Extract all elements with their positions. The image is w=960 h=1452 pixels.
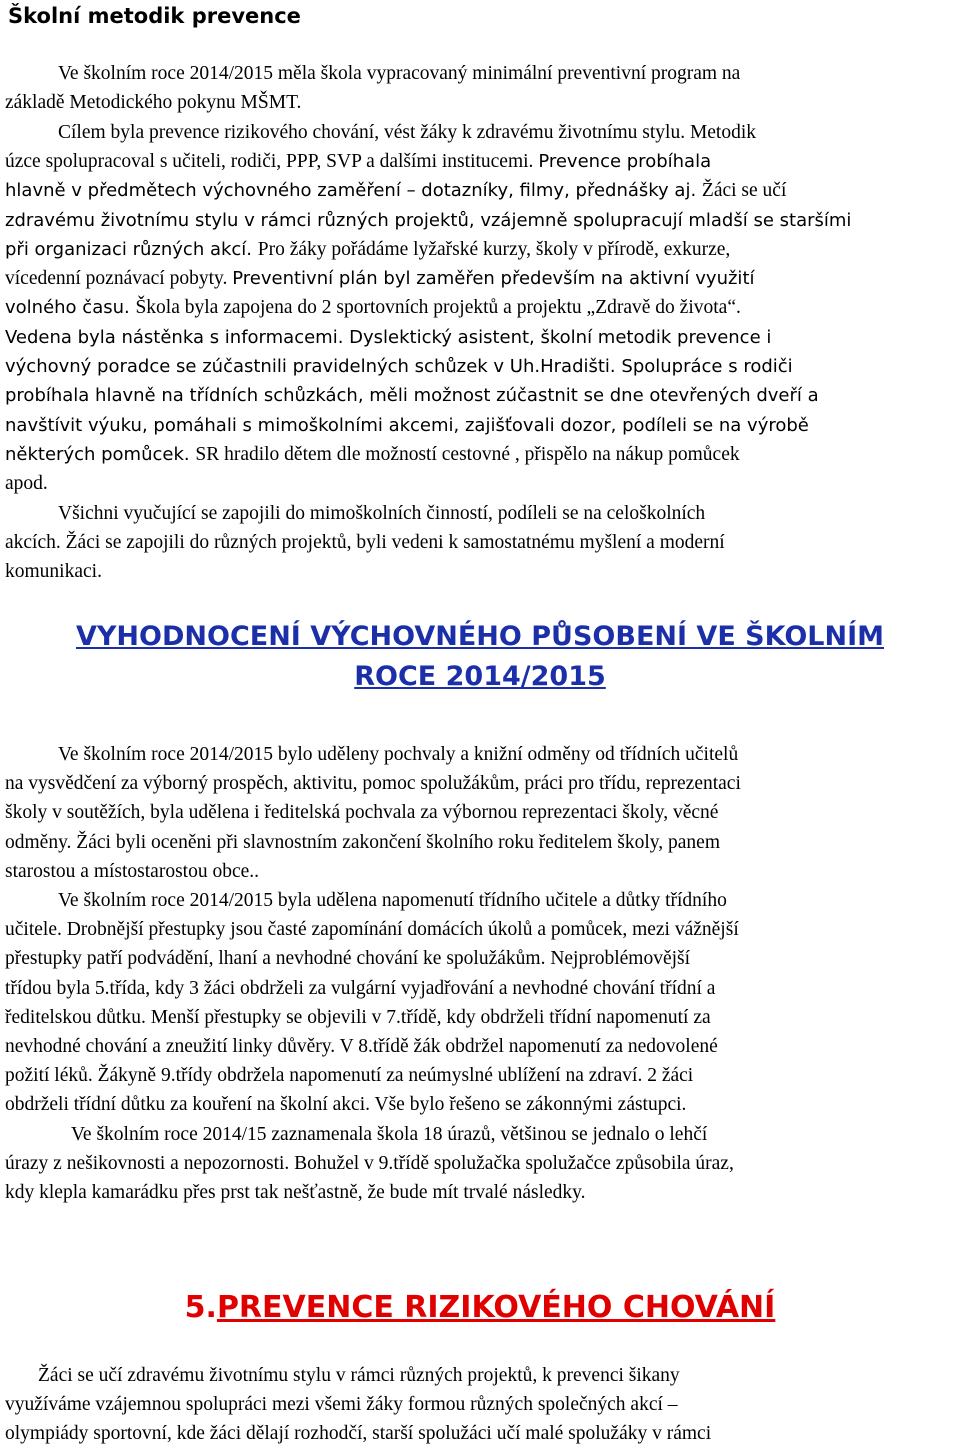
text-line xyxy=(5,562,955,582)
text-line xyxy=(5,211,955,231)
text-line xyxy=(5,774,955,794)
text-run: na vysvědčení za výborný prospěch, aktivitu, pomoc spolužákům, práci pro třídu, reprezentaci xyxy=(5,773,741,795)
text-line xyxy=(58,745,960,765)
text-run: základě Metodického pokynu MŠMT. xyxy=(5,92,302,114)
text-run: SR hradilo dětem dle možností cestovné , přispělo na nákup pomůcek xyxy=(195,443,740,465)
text-run: přestupky patří podvádění, lhaní a nevhodné chování ke spolužákům. Nejproblémovější xyxy=(5,948,691,970)
text-run: Žáci se učí xyxy=(701,180,787,202)
text-run: obdrželi třídní důtku za kouření na školní akci. Vše bylo řešeno se zákonnými zástupci. xyxy=(5,1094,687,1116)
text-line xyxy=(58,504,960,524)
text-run: probíhala hlavně na třídních schůzkách, měli možnost zúčastnit se dne otevřených dveří a xyxy=(5,385,819,407)
text-run: Dyslektický asistent, školní metodik prevence i xyxy=(349,326,772,348)
text-run: ředitelskou důtku. Menší přestupky se objevili v 7.třídě, kdy obdrželi třídní napomenutí za xyxy=(5,1006,711,1028)
heading-risk-prevention-number: 5. xyxy=(184,1290,217,1325)
text-line xyxy=(38,1366,960,1386)
text-line xyxy=(5,93,955,113)
text-run: Vedena byla nástěnka s informacemi. xyxy=(5,326,350,348)
text-line xyxy=(5,445,955,465)
text-run: volného času. xyxy=(5,297,136,319)
text-line xyxy=(5,328,955,348)
heading-risk-prevention-text: PREVENCE RIZIKOVÉHO CHOVÁNÍ xyxy=(216,1290,776,1325)
text-run: zdravému životnímu stylu v rámci různých projektů, vzájemně spolupracují mladší se staršími xyxy=(5,209,852,231)
text-line xyxy=(5,1424,955,1444)
text-line xyxy=(5,920,955,940)
text-run: třídou byla 5.třída, kdy 3 žáci obdrželi za vulgární vyjadřování a nevhodné chování třídní a xyxy=(5,977,716,999)
text-run: Pro žáky pořádáme lyžařské kurzy, školy v přírodě, exkurze, xyxy=(257,238,731,260)
text-run: nevhodné chování a zneužití linky důvěry. V 8.třídě žák obdržel napomenutí za nedovolené xyxy=(5,1036,718,1057)
text-line xyxy=(5,1066,955,1086)
heading-school-prevention-methodist: Školní metodik prevence xyxy=(8,4,301,28)
text-line xyxy=(5,1008,955,1028)
heading-risk-prevention xyxy=(0,1290,960,1325)
text-run: Všichni vyučující se zapojili do mimoškolních činností, podíleli se na celoškolních xyxy=(58,502,706,524)
text-run: navštívit výuku, pomáhali s mimoškolními akcemi, zajišťovali dozor, podíleli se na výrobě xyxy=(5,414,809,436)
text-run: některých pomůcek. xyxy=(5,443,196,465)
text-run: výchovný poradce se zúčastnili pravidelných schůzek v Uh.Hradišti. xyxy=(5,356,622,377)
text-run: vícedenní poznávací pobyty. xyxy=(5,268,233,290)
text-run: Preventivní plán byl zaměřen především na aktivní využití xyxy=(232,268,755,290)
text-line xyxy=(71,1125,960,1145)
text-run: odměny. Žáci byli oceněni při slavnostním zakončení školního roku ředitelem školy, panem xyxy=(5,831,721,853)
text-line xyxy=(5,949,955,969)
text-line xyxy=(5,1154,955,1174)
text-line xyxy=(5,533,955,553)
text-run: Ve školním roce 2014/2015 bylo uděleny pochvaly a knižní odměny od třídních učitelů xyxy=(58,744,739,765)
text-run: akcích. Žáci se zapojili do různých projektů, byli vedeni k samostatnému myšlení a moderní xyxy=(5,531,725,553)
text-run: využíváme vzájemnou spolupráci mezi všemi žáky formou různých společných akcí – xyxy=(5,1394,678,1415)
text-run: Ve školním roce 2014/2015 byla udělena napomenutí třídního učitele a důtky třídního xyxy=(58,890,727,911)
text-line xyxy=(5,152,955,172)
heading-evaluation-line1: VYHODNOCENÍ VÝCHOVNÉHO PŮSOBENÍ VE ŠKOLNÍM xyxy=(75,621,884,652)
text-run: požití léků. Žákyně 9.třídy obdržela napomenutí za neúmyslné ublížení na zdraví. 2 žáci xyxy=(5,1065,694,1087)
text-line xyxy=(58,64,960,84)
text-run: Spolupráce s rodiči xyxy=(621,356,793,377)
text-line xyxy=(5,269,955,289)
text-line xyxy=(5,1183,955,1203)
text-line xyxy=(5,1095,955,1115)
text-run: hlavně v předmětech výchovného zaměření – dotazníky, filmy, přednášky aj. xyxy=(5,180,702,202)
text-line xyxy=(5,803,955,823)
text-run: kdy klepla kamarádku přes prst tak nešťastně, že bude mít trvalé následky. xyxy=(5,1182,586,1203)
text-line xyxy=(58,123,960,143)
text-run: úzce spolupracoval s učiteli, rodiči, PPP, SVP a dalšími institucemi. xyxy=(5,150,539,172)
text-line xyxy=(5,298,955,318)
text-line xyxy=(5,386,955,406)
text-line xyxy=(5,833,955,853)
text-run: učitele. Drobnější přestupky jsou časté zapomínání domácích úkolů a pomůcek, mezi vážnější xyxy=(5,919,739,941)
text-run: Prevence probíhala xyxy=(538,150,712,172)
text-run: Ve školním roce 2014/15 zaznamenala škola 18 úrazů, většinou se jednalo o lehčí xyxy=(71,1123,708,1145)
text-line xyxy=(58,891,960,911)
heading-evaluation-line2: ROCE 2014/2015 xyxy=(354,661,606,692)
text-run: Žáci se učí zdravému životnímu stylu v rámci různých projektů, k prevenci šikany xyxy=(38,1365,680,1386)
text-line xyxy=(5,1395,955,1415)
text-run: komunikaci. xyxy=(5,561,102,583)
text-line xyxy=(5,357,955,377)
text-run: apod. xyxy=(5,473,48,495)
text-line xyxy=(5,1037,955,1057)
text-line xyxy=(5,181,955,201)
text-run: Cílem byla prevence rizikového chování, vést žáky k zdravému životnímu stylu. Metodik xyxy=(58,121,757,143)
text-run: starostou a místostarostou obce.. xyxy=(5,860,260,882)
text-run: Škola byla zapojena do 2 sportovních projektů a projektu „Zdravě do života“. xyxy=(135,297,741,319)
text-run: úrazy z nešikovnosti a nepozornosti. Bohužel v 9.třídě spolužačka spolužačce způsobila úraz, xyxy=(5,1152,734,1174)
text-run: při organizaci různých akcí. xyxy=(5,238,258,260)
text-line xyxy=(5,862,955,882)
text-run: Ve školním roce 2014/2015 měla škola vypracovaný minimální preventivní program na xyxy=(58,63,741,84)
text-line xyxy=(5,416,955,436)
text-line xyxy=(5,474,955,494)
text-run: školy v soutěžích, byla udělena i ředitelská pochvala za výbornou reprezentaci školy, věcné xyxy=(5,802,719,824)
text-line xyxy=(5,240,955,260)
text-line xyxy=(5,979,955,999)
text-run: olympiády sportovní, kde žáci dělají rozhodčí, starší spolužáci učí malé spolužáky v rámci xyxy=(5,1423,712,1444)
